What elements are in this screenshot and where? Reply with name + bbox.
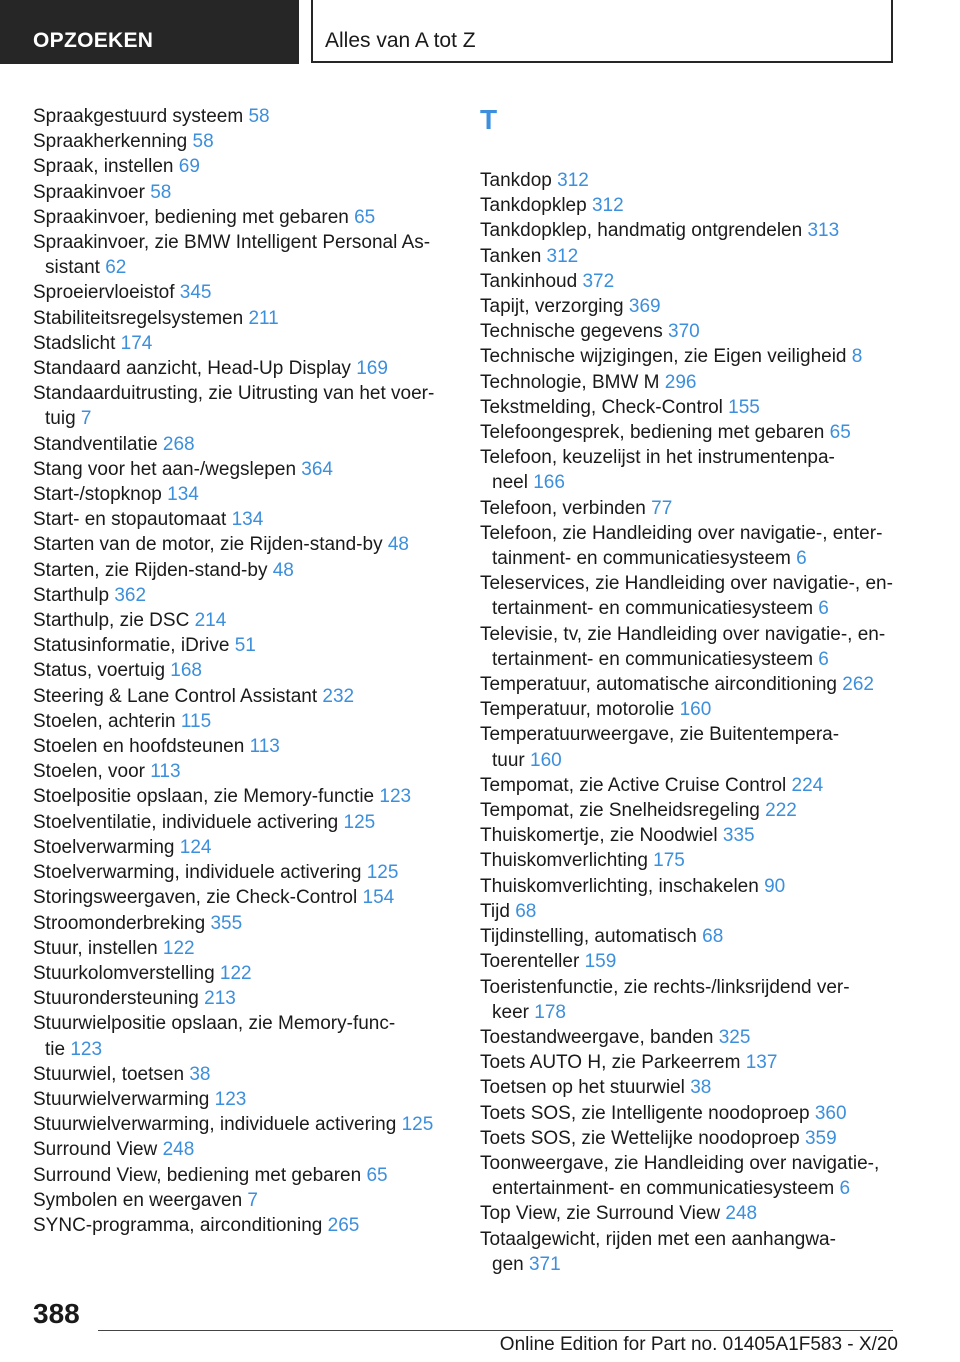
index-entry [480,975,900,1025]
entry-text: Stuurwielverwarming [33,1088,215,1110]
page-reference-link[interactable]: 224 [791,774,824,796]
index-entry [33,482,443,507]
entry-text: Stuurwiel, toetsen [33,1063,190,1085]
index-entry [33,154,443,179]
index-letter-heading: T [480,104,498,135]
entry-text: Spraakinvoer, bediening met gebaren [33,206,355,228]
index-entry [33,784,443,809]
index-entry [33,180,443,205]
entry-text-continued: tainment- en communicatiesysteem [492,548,797,570]
entry-text: Toets AUTO H, zie Parkeerrem [480,1052,746,1074]
index-entry [480,1075,900,1100]
page-reference-link[interactable]: 232 [322,685,355,707]
page-reference-link[interactable]: 178 [534,1001,566,1023]
entry-text: Top View, zie Surround View [480,1203,726,1225]
page-reference-link[interactable]: 160 [530,749,562,771]
page-reference-link[interactable]: 68 [515,900,537,922]
page-reference-link[interactable]: 6 [839,1178,851,1200]
index-entry [33,1011,443,1061]
index-entry [33,1163,443,1188]
entry-text-continued: entertainment- en communicatiesysteem [492,1178,840,1200]
entry-text: Tankdopklep [480,195,592,217]
index-entry [33,532,443,557]
entry-text: Stuurondersteuning [33,988,205,1010]
entry-text: Spraak, instellen [33,156,179,178]
index-entry [33,381,443,431]
entry-text-continued: tie [45,1038,71,1060]
page-reference-link[interactable]: 123 [214,1088,247,1110]
entry-text: Standventilatie [33,433,163,455]
entry-text: Tapijt, verzorging [480,296,629,318]
index-entry [480,874,900,899]
index-entry [33,608,443,633]
index-entry [480,294,900,319]
index-entry [480,1025,900,1050]
index-entry [33,835,443,860]
index-entry [480,193,900,218]
index-column-left [33,104,443,1238]
index-entry [480,445,900,495]
index-entry [33,885,443,910]
index-entry [33,986,443,1011]
entry-text: Spraakinvoer [33,181,151,203]
index-entry [33,1112,443,1137]
page-reference-link[interactable]: 38 [690,1077,712,1099]
entry-text: Stuurkolomverstelling [33,962,220,984]
page-reference-link[interactable]: 325 [718,1026,751,1048]
page-reference-link[interactable]: 211 [248,307,279,329]
entry-text: Stoelen en hoofdsteunen [33,736,250,758]
index-entry [33,911,443,936]
page-reference-link[interactable]: 137 [745,1052,778,1074]
page-reference-link[interactable]: 58 [150,181,172,203]
page-reference-link[interactable]: 58 [192,131,214,153]
page-reference-link[interactable]: 62 [105,257,127,279]
page-reference-link[interactable]: 248 [162,1139,195,1161]
entry-text: Thuiskomverlichting, inschakelen [480,875,765,897]
entry-text: Storingsweergaven, zie Check-Control [33,887,363,909]
index-entry [480,244,900,269]
entry-text-continued: tuig [45,408,81,430]
page-reference-link[interactable]: 51 [234,635,256,657]
index-entry [480,168,900,193]
entry-text: Temperatuur, automatische airconditioning [480,674,843,696]
index-entry [33,457,443,482]
index-entry [480,1151,900,1201]
index-entry [480,496,900,521]
entry-text: Temperatuurweergave, zie Buitentempera- [480,724,840,746]
entry-text: Stadslicht [33,332,121,354]
index-entry [33,432,443,457]
page-reference-link[interactable]: 113 [150,761,181,783]
entry-text: Standaarduitrusting, zie Uitrusting van het voer- [33,383,435,405]
page-reference-link[interactable]: 7 [247,1189,258,1211]
index-entry [33,507,443,532]
entry-text: Toonweergave, zie Handleiding over navigatie-, [480,1152,880,1174]
index-entry [33,1062,443,1087]
index-entry [480,1201,900,1226]
entry-text: Teleservices, zie Handleiding over navigatie-, en- [480,573,893,595]
entry-text: Toets SOS, zie Intelligente noodoproep [480,1102,815,1124]
entry-text: Thuiskomertje, zie Noodwiel [480,825,723,847]
index-entry [33,684,443,709]
page-reference-link[interactable]: 160 [679,699,712,721]
page-reference-link[interactable]: 134 [231,509,264,531]
page-reference-link[interactable]: 168 [170,660,202,682]
entry-text: Stroomonderbreking [33,912,211,934]
index-entry [33,205,443,230]
entry-text: Stuur, instellen [33,937,163,959]
entry-text: Tankdopklep, handmatig ontgrendelen [480,220,808,242]
entry-text: Start- en stopautomaat [33,509,232,531]
index-entry [33,104,443,129]
entry-text: Spraakgestuurd systeem [33,106,249,127]
page-reference-link[interactable]: 77 [651,497,673,519]
page-reference-link[interactable]: 134 [167,484,199,506]
entry-text: Totaalgewicht, rijden met een aanhangwa- [480,1228,836,1250]
page-reference-link[interactable]: 154 [362,887,395,909]
page-reference-link[interactable]: 345 [179,282,212,304]
index-entry [33,1213,443,1238]
page-reference-link[interactable]: 123 [379,786,412,808]
entry-text: Stoelventilatie, individuele activering [33,811,344,833]
page-reference-link[interactable]: 159 [584,951,617,973]
entry-text: Sproeiervloeistof [33,282,180,304]
entry-text: Telefoon, zie Handleiding over navigatie-, enter- [480,522,883,544]
page-reference-link[interactable]: 359 [804,1127,837,1149]
index-entry [480,924,900,949]
entry-text: Telefoon, keuzelijst in het instrumentenpa- [480,447,835,469]
entry-text: Toetsen op het stuurwiel [480,1077,691,1099]
entry-text: Tijdinstelling, automatisch [480,926,703,948]
page-reference-link[interactable]: 355 [210,912,243,934]
index-entry [480,269,900,294]
page-reference-link[interactable]: 335 [722,825,755,847]
page-reference-link[interactable]: 123 [70,1038,103,1060]
page-reference-link[interactable]: 65 [366,1164,388,1186]
index-entry [480,370,900,395]
entry-text: Starthulp, zie DSC [33,610,195,632]
entry-text-continued: gen [492,1253,529,1275]
page-reference-link[interactable]: 174 [120,332,153,354]
index-entry [33,306,443,331]
entry-text: Toestandweergave, banden [480,1026,719,1048]
index-entry [480,823,900,848]
index-entry [480,1126,900,1151]
entry-text: Starthulp [33,584,115,606]
page-reference-link[interactable]: 7 [80,408,92,430]
entry-text: Toerenteller [480,951,585,973]
entry-text: Tempomat, zie Active Cruise Control [480,774,792,796]
index-entry [480,773,900,798]
page-reference-link[interactable]: 6 [818,648,829,670]
entry-text: Starten, zie Rijden-stand-by [33,559,273,581]
page-reference-link[interactable]: 125 [366,862,399,884]
index-entry [33,230,443,280]
page-reference-link[interactable]: 122 [162,937,195,959]
page-reference-link[interactable]: 166 [533,472,565,494]
page-reference-link[interactable]: 372 [582,270,615,292]
entry-text: Stoelen, achterin [33,710,181,732]
page-reference-link[interactable]: 265 [327,1214,360,1236]
page-reference-link[interactable]: 248 [725,1203,758,1225]
index-entry [33,1087,443,1112]
section-title: OPZOEKEN [33,29,154,52]
page-reference-link[interactable]: 360 [814,1102,847,1124]
page-reference-link[interactable]: 155 [728,396,760,418]
entry-text: Stoelpositie opslaan, zie Memory-functie [33,786,380,808]
index-entry [480,1227,900,1277]
page-reference-link[interactable]: 6 [818,598,829,620]
entry-text: Toets SOS, zie Wettelijke noodoproep [480,1127,805,1149]
index-entry [480,899,900,924]
index-entry [480,344,900,369]
page-reference-link[interactable]: 312 [557,170,589,191]
entry-text: Toeristenfunctie, zie rechts-/linksrijdend ver- [480,976,850,998]
page-reference-link[interactable]: 69 [178,156,200,178]
chapter-title: Alles van A tot Z [325,29,476,52]
index-entry [480,622,900,672]
page-reference-link[interactable]: 90 [764,875,786,897]
entry-text: Tekstmelding, Check-Control [480,396,729,418]
index-entry [33,936,443,961]
page-reference-link[interactable]: 65 [354,206,376,228]
page-reference-link[interactable]: 213 [204,988,236,1010]
page-reference-link[interactable]: 122 [219,962,252,984]
page-reference-link[interactable]: 362 [114,584,147,606]
section-tab [0,0,299,64]
index-entry [33,961,443,986]
page-number: 388 [33,1298,80,1329]
entry-text: Tankinhoud [480,270,583,292]
entry-text: Steering & Lane Control Assistant [33,685,323,707]
entry-text-continued: keer [492,1001,535,1023]
page-reference-link[interactable]: 296 [664,371,697,393]
entry-text: Stoelverwarming [33,836,180,858]
entry-text: Televisie, tv, zie Handleiding over navigatie-, en- [480,623,886,645]
entry-text: Stoelverwarming, individuele activering [33,862,367,884]
entry-text: Stuurwielpositie opslaan, zie Memory-func- [33,1013,396,1035]
page-reference-link[interactable]: 68 [702,926,724,948]
index-entry [480,420,900,445]
page-reference-link[interactable]: 125 [343,811,376,833]
chapter-header [311,0,893,63]
index-entry [33,709,443,734]
page-reference-link[interactable]: 58 [248,106,270,127]
page-reference-link[interactable]: 313 [807,220,840,242]
index-entry [33,129,443,154]
footer-divider [98,1330,893,1331]
entry-text: Surround View [33,1139,163,1161]
entry-text: Tijd [480,900,516,922]
entry-text: Status, voertuig [33,660,171,682]
page-reference-link[interactable]: 38 [189,1063,211,1085]
index-entry [480,218,900,243]
page-reference-link[interactable]: 124 [179,836,212,858]
entry-text-continued: tuur [492,749,531,771]
index-entry [33,331,443,356]
entry-text: Stabiliteitsregelsystemen [33,307,249,329]
page-reference-link[interactable]: 6 [796,548,807,570]
page-reference-link[interactable]: 115 [180,710,212,732]
page-reference-link[interactable]: 222 [765,800,797,822]
entry-text: Thuiskomverlichting [480,850,654,872]
index-entry [480,672,900,697]
index-entry [480,571,900,621]
index-entry [480,697,900,722]
page-reference-link[interactable]: 371 [528,1253,561,1275]
page-reference-link[interactable]: 125 [401,1114,434,1136]
entry-text: Tankdop [480,170,558,191]
page-reference-link[interactable]: 262 [842,674,874,696]
index-entry [480,848,900,873]
page-reference-link[interactable]: 65 [829,422,851,444]
page-reference-link[interactable]: 214 [194,610,227,632]
entry-text: Standaard aanzicht, Head-Up Display [33,358,357,380]
entry-text: Start-/stopknop [33,484,168,506]
index-column-right [480,104,900,1277]
index-entry [33,558,443,583]
index-entry [33,280,443,305]
index-entry [480,722,900,772]
page-reference-link[interactable]: 312 [591,195,624,217]
index-entry [480,798,900,823]
entry-text: Spraakinvoer, zie BMW Intelligent Personal As- [33,232,431,254]
entry-text: Temperatuur, motorolie [480,699,680,721]
index-entry [33,583,443,608]
entry-text: Telefoon, verbinden [480,497,652,519]
index-entry [33,810,443,835]
index-entry [480,1101,900,1126]
entry-text: Tanken [480,245,547,267]
index-entry [33,356,443,381]
index-entry [33,658,443,683]
edition-note: Online Edition for Part no. 01405A1F583 - X/20 [499,1334,898,1355]
page-reference-link[interactable]: 370 [668,321,700,343]
index-entry [33,1137,443,1162]
entry-text-continued: neel [492,472,534,494]
page-reference-link[interactable]: 169 [356,358,388,380]
page-reference-link[interactable]: 369 [628,296,661,318]
entry-text: Stuurwielverwarming, individuele activering [33,1114,402,1136]
page-reference-link[interactable]: 48 [272,559,294,581]
index-entry [33,633,443,658]
entry-text-continued: tertainment- en communicatiesysteem [492,648,819,670]
index-entry [480,1050,900,1075]
index-entry [480,949,900,974]
index-entry [480,395,900,420]
entry-text: Technologie, BMW M [480,371,665,393]
entry-text: Technische gegevens [480,321,669,343]
entry-text: Tempomat, zie Snelheidsregeling [480,800,766,822]
index-entry [33,860,443,885]
index-entry [33,1188,443,1213]
index-entry [33,734,443,759]
entry-text: Stoelen, voor [33,761,151,783]
page-reference-link[interactable]: 113 [249,736,280,758]
index-entry [480,521,900,571]
entry-text: Symbolen en weergaven [33,1189,248,1211]
entry-text: Starten van de motor, zie Rijden-stand-by [33,534,388,556]
page-reference-link[interactable]: 48 [387,534,409,556]
entry-text: Technische wijzigingen, zie Eigen veiligheid [480,346,852,368]
entry-text: Telefoongesprek, bediening met gebaren [480,422,830,444]
entry-text: Statusinformatie, iDrive [33,635,235,657]
entry-text: Stang voor het aan-/wegslepen [33,458,302,480]
entry-text: SYNC-programma, airconditioning [33,1214,328,1236]
index-entry [480,319,900,344]
page-reference-link[interactable]: 312 [546,245,579,267]
entry-text: Spraakherkenning [33,131,193,153]
page-reference-link[interactable]: 268 [162,433,195,455]
page-reference-link[interactable]: 175 [653,850,685,872]
index-entries-right [480,168,900,1277]
entry-text: Surround View, bediening met gebaren [33,1164,367,1186]
page-reference-link[interactable]: 8 [851,346,863,368]
entry-text-continued: tertainment- en communicatiesysteem [492,598,819,620]
entry-text-continued: sistant [45,257,106,279]
page-reference-link[interactable]: 364 [301,458,333,480]
index-entry [33,759,443,784]
